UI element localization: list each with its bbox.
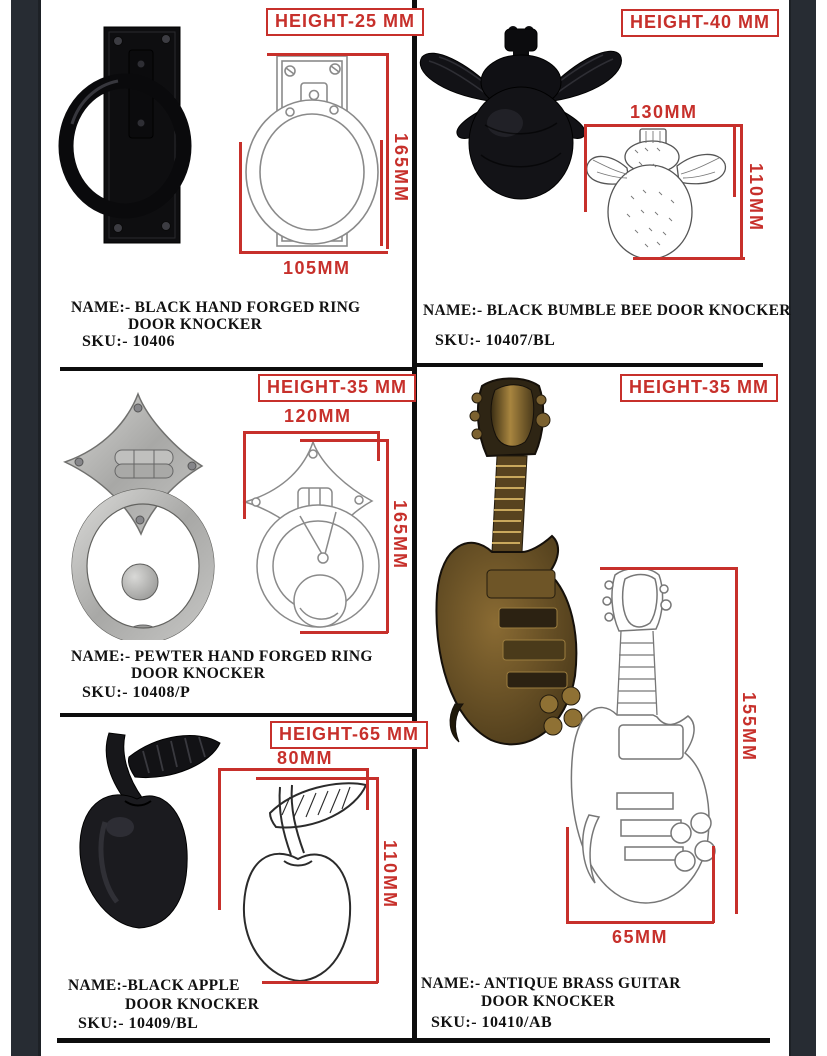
dim-line bbox=[712, 846, 715, 923]
dim-line bbox=[218, 768, 221, 910]
dim-width-label-ring-pewter: 120MM bbox=[284, 406, 352, 426]
right-edge-bar bbox=[789, 0, 816, 1056]
dim-line bbox=[386, 53, 389, 249]
product-sku: SKU:- 10409/BL bbox=[78, 1015, 199, 1032]
dim-line bbox=[239, 142, 242, 253]
dim-line bbox=[300, 631, 388, 634]
dim-line bbox=[300, 439, 388, 442]
dim-height-label-apple: 110MM bbox=[380, 840, 400, 910]
height-badge-guitar: HEIGHT-35 MM bbox=[620, 374, 778, 402]
brass-guitar-drawing bbox=[565, 565, 725, 925]
black-apple-drawing bbox=[220, 775, 372, 987]
product-sku: SKU:- 10406 bbox=[82, 333, 176, 350]
product-name-line2: DOOR KNOCKER bbox=[481, 993, 616, 1010]
dim-line bbox=[600, 567, 737, 570]
bumble-bee-drawing bbox=[583, 126, 740, 268]
pewter-ring-knocker-drawing bbox=[238, 438, 393, 633]
height-badge-ring-pewter: HEIGHT-35 MM bbox=[258, 374, 416, 402]
product-name-line2: DOOR KNOCKER bbox=[128, 316, 263, 333]
dim-line bbox=[267, 53, 388, 56]
dim-height-label-ring-black: 165MM bbox=[391, 133, 411, 204]
divider-h1-right bbox=[417, 363, 763, 367]
dim-line bbox=[584, 124, 587, 212]
dim-line bbox=[733, 127, 736, 197]
black-apple-photo bbox=[65, 727, 225, 937]
dim-line bbox=[262, 981, 378, 984]
dim-line bbox=[366, 768, 369, 810]
dim-width-label-bee: 130MM bbox=[630, 102, 698, 122]
product-name-line1: NAME:- PEWTER HAND FORGED RING bbox=[71, 648, 373, 665]
dim-line bbox=[243, 431, 246, 519]
dim-height-label-bee: 110MM bbox=[746, 163, 766, 233]
dim-line bbox=[243, 431, 379, 434]
product-name-line1: NAME:- BLACK BUMBLE BEE DOOR KNOCKER bbox=[423, 302, 791, 319]
product-sku: SKU:- 10410/AB bbox=[431, 1014, 553, 1031]
height-badge-ring-black: HEIGHT-25 MM bbox=[266, 8, 424, 36]
divider-h1-left bbox=[60, 367, 412, 371]
dim-line bbox=[377, 431, 380, 461]
dim-height-label-guitar: 155MM bbox=[739, 692, 759, 763]
dim-line bbox=[566, 921, 714, 924]
product-sku: SKU:- 10408/P bbox=[82, 684, 191, 701]
height-badge-bee: HEIGHT-40 MM bbox=[621, 9, 779, 37]
dim-line bbox=[380, 140, 383, 246]
dim-line bbox=[239, 251, 388, 254]
left-edge-bar bbox=[11, 0, 41, 1056]
dim-width-label-guitar: 65MM bbox=[612, 927, 669, 947]
dim-line bbox=[256, 777, 378, 780]
dim-width-label-ring-black: 105MM bbox=[283, 258, 351, 278]
product-name-line1: NAME:- ANTIQUE BRASS GUITAR bbox=[421, 975, 681, 992]
black-ring-knocker-drawing bbox=[240, 50, 388, 250]
dim-line bbox=[584, 124, 742, 127]
divider-bottom bbox=[57, 1038, 770, 1043]
divider-h2-left bbox=[60, 713, 412, 717]
height-badge-apple: HEIGHT-65 MM bbox=[270, 721, 428, 749]
product-sku: SKU:- 10407/BL bbox=[435, 332, 556, 349]
dim-line bbox=[218, 768, 368, 771]
pewter-ring-knocker-photo bbox=[55, 390, 220, 640]
dim-line bbox=[740, 124, 743, 260]
product-name-line1: NAME:- BLACK HAND FORGED RING bbox=[71, 299, 361, 316]
product-name-line1: NAME:-BLACK APPLE bbox=[68, 977, 240, 994]
product-name-line2: DOOR KNOCKER bbox=[131, 665, 266, 682]
dim-height-label-ring-pewter: 165MM bbox=[390, 500, 410, 571]
dim-line bbox=[566, 827, 569, 923]
black-ring-knocker-photo bbox=[58, 24, 193, 249]
product-name-line2: DOOR KNOCKER bbox=[125, 996, 260, 1013]
dim-width-label-apple: 80MM bbox=[277, 748, 334, 768]
dim-line bbox=[633, 257, 745, 260]
